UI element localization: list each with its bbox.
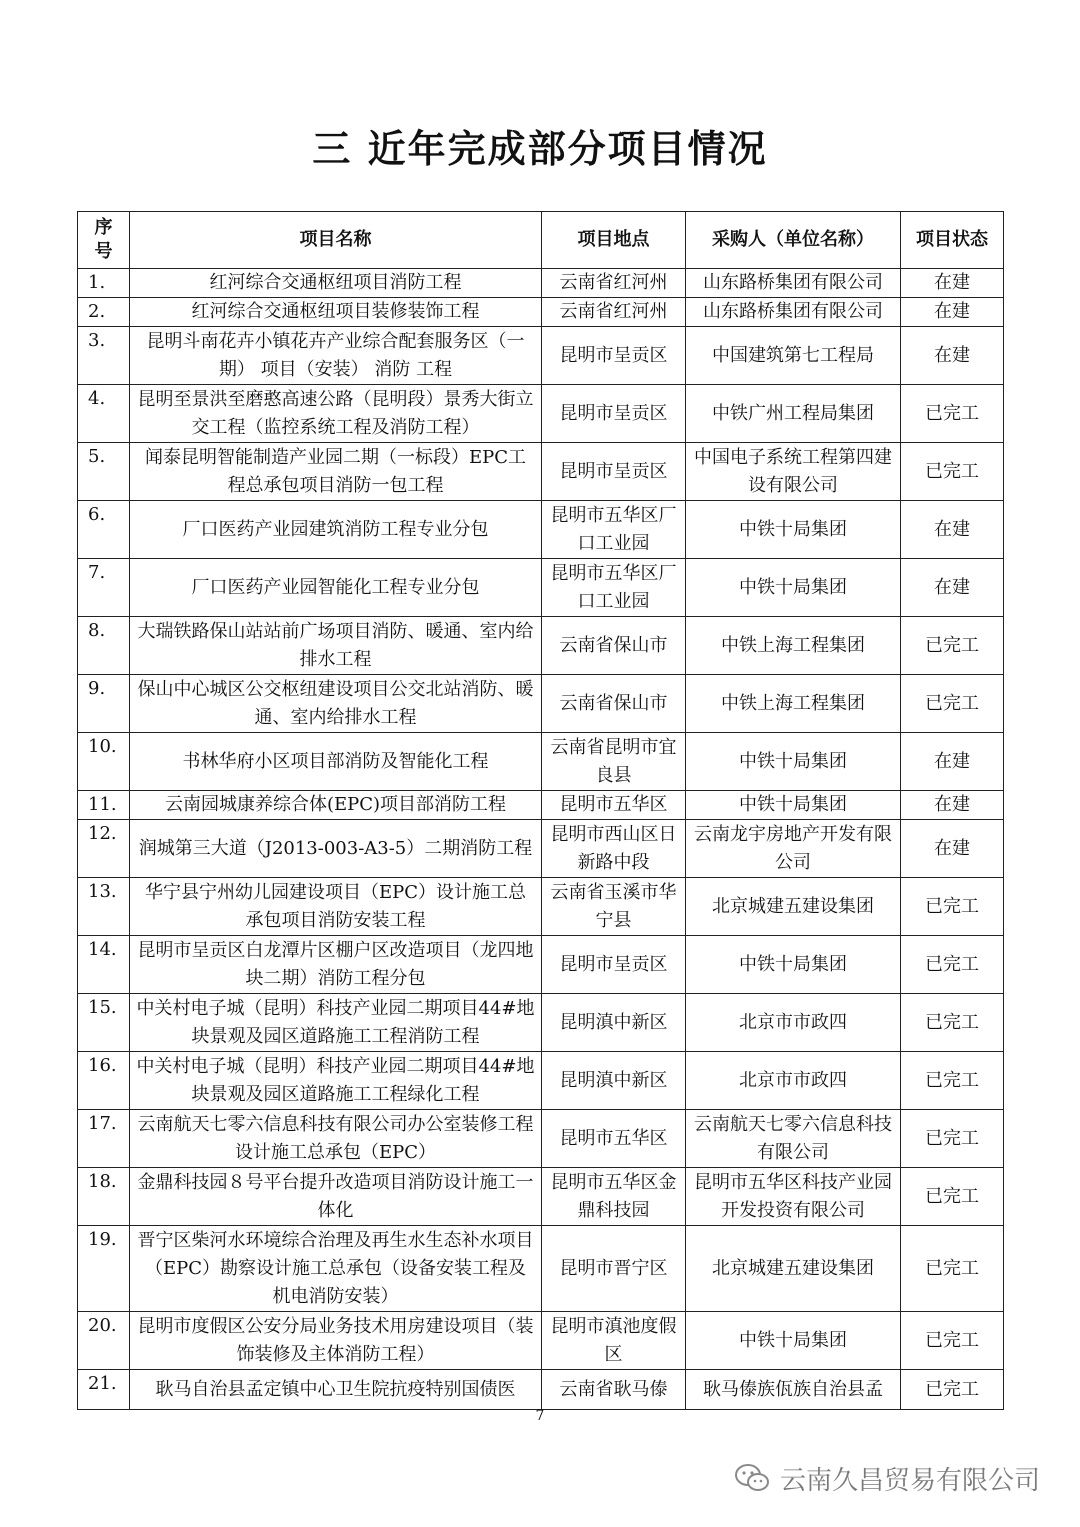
table-row [78, 501, 1004, 559]
cell-location: 昆明滇中新区 [542, 1052, 686, 1110]
cell-buyer: 中铁十局集团 [686, 501, 901, 559]
cell-project-name: 厂口医药产业园智能化工程专业分包 [130, 559, 542, 617]
cell-buyer: 中国电子系统工程第四建设有限公司 [686, 443, 901, 501]
cell-location: 云南省玉溪市华宁县 [542, 878, 686, 936]
cell-buyer: 中铁十局集团 [686, 1312, 901, 1370]
table-row [78, 1226, 1004, 1312]
cell-no: 15. [78, 994, 130, 1052]
cell-buyer: 中铁上海工程集团 [686, 675, 901, 733]
cell-project-name: 昆明市呈贡区白龙潭片区棚户区改造项目（龙四地块二期）消防工程分包 [130, 936, 542, 994]
cell-project-name: 红河综合交通枢纽项目消防工程 [130, 269, 542, 298]
watermark-text: 云南久昌贸易有限公司 [779, 1465, 1040, 1496]
cell-buyer: 北京市市政四 [686, 994, 901, 1052]
cell-buyer: 中铁十局集团 [686, 936, 901, 994]
cell-no: 7. [78, 559, 130, 617]
cell-buyer: 云南航天七零六信息科技有限公司 [686, 1110, 901, 1168]
cell-buyer: 耿马傣族佤族自治县孟 [686, 1370, 901, 1410]
header-buyer: 采购人（单位名称） [686, 212, 901, 269]
cell-no: 14. [78, 936, 130, 994]
cell-no: 1. [78, 269, 130, 298]
cell-no: 11. [78, 791, 130, 820]
table-row [78, 559, 1004, 617]
cell-location: 昆明市呈贡区 [542, 936, 686, 994]
cell-project-name: 中关村电子城（昆明）科技产业园二期项目44#地块景观及园区道路施工工程消防工程 [130, 994, 542, 1052]
header-status: 项目状态 [901, 212, 1004, 269]
cell-buyer: 云南龙宇房地产开发有限公司 [686, 820, 901, 878]
cell-status: 已完工 [901, 1312, 1004, 1370]
table-row [78, 1110, 1004, 1168]
cell-status: 已完工 [901, 1168, 1004, 1226]
table-row [78, 820, 1004, 878]
cell-project-name: 华宁县宁州幼儿园建设项目（EPC）设计施工总承包项目消防安装工程 [130, 878, 542, 936]
cell-project-name: 厂口医药产业园建筑消防工程专业分包 [130, 501, 542, 559]
cell-location: 昆明市呈贡区 [542, 327, 686, 385]
cell-status: 已完工 [901, 385, 1004, 443]
cell-location: 昆明市五华区厂口工业园 [542, 559, 686, 617]
cell-location: 昆明市五华区 [542, 791, 686, 820]
table-row [78, 1052, 1004, 1110]
table-row [78, 298, 1004, 327]
cell-no: 16. [78, 1052, 130, 1110]
table-row [78, 617, 1004, 675]
cell-status: 已完工 [901, 675, 1004, 733]
cell-project-name: 中关村电子城（昆明）科技产业园二期项目44#地块景观及园区道路施工工程绿化工程 [130, 1052, 542, 1110]
cell-project-name: 耿马自治县孟定镇中心卫生院抗疫特别国债医 [130, 1370, 542, 1410]
cell-status: 在建 [901, 559, 1004, 617]
cell-location: 昆明市五华区厂口工业园 [542, 501, 686, 559]
cell-buyer: 北京城建五建设集团 [686, 878, 901, 936]
cell-project-name: 保山中心城区公交枢纽建设项目公交北站消防、暖通、室内给排水工程 [130, 675, 542, 733]
cell-project-name: 闻泰昆明智能制造产业园二期（一标段）EPC工程总承包项目消防一包工程 [130, 443, 542, 501]
cell-location: 昆明滇中新区 [542, 994, 686, 1052]
cell-project-name: 晋宁区柴河水环境综合治理及再生水生态补水项目（EPC）勘察设计施工总承包（设备安装工程及机电消防安装） [130, 1226, 542, 1312]
table-row [78, 1168, 1004, 1226]
cell-buyer: 山东路桥集团有限公司 [686, 298, 901, 327]
cell-no: 17. [78, 1110, 130, 1168]
table-row [78, 443, 1004, 501]
table-row [78, 936, 1004, 994]
projects-table [77, 211, 1004, 1410]
cell-status: 在建 [901, 269, 1004, 298]
cell-status: 已完工 [901, 878, 1004, 936]
cell-no: 19. [78, 1226, 130, 1312]
cell-no: 4. [78, 385, 130, 443]
table-row [78, 994, 1004, 1052]
cell-project-name: 润城第三大道（J2013-003-A3-5）二期消防工程 [130, 820, 542, 878]
cell-status: 在建 [901, 820, 1004, 878]
cell-project-name: 红河综合交通枢纽项目装修装饰工程 [130, 298, 542, 327]
cell-buyer: 昆明市五华区科技产业园开发投资有限公司 [686, 1168, 901, 1226]
cell-no: 13. [78, 878, 130, 936]
cell-location: 昆明市五华区金鼎科技园 [542, 1168, 686, 1226]
watermark [734, 1458, 1040, 1498]
page-title: 三 近年完成部分项目情况 [312, 127, 768, 171]
header-location: 项目地点 [542, 212, 686, 269]
cell-project-name: 昆明斗南花卉小镇花卉产业综合配套服务区（一期） 项目（安装） 消防 工程 [130, 327, 542, 385]
cell-no: 10. [78, 733, 130, 791]
table-row [78, 675, 1004, 733]
cell-location: 昆明市呈贡区 [542, 385, 686, 443]
cell-location: 昆明市西山区日新路中段 [542, 820, 686, 878]
cell-buyer: 中铁十局集团 [686, 559, 901, 617]
cell-buyer: 山东路桥集团有限公司 [686, 269, 901, 298]
table-row [78, 791, 1004, 820]
cell-no: 18. [78, 1168, 130, 1226]
cell-status: 已完工 [901, 1110, 1004, 1168]
cell-no: 8. [78, 617, 130, 675]
cell-location: 昆明市呈贡区 [542, 443, 686, 501]
cell-status: 已完工 [901, 1052, 1004, 1110]
cell-no: 2. [78, 298, 130, 327]
cell-status: 在建 [901, 298, 1004, 327]
cell-project-name: 昆明市度假区公安分局业务技术用房建设项目（装饰装修及主体消防工程） [130, 1312, 542, 1370]
cell-location: 昆明市五华区 [542, 1110, 686, 1168]
cell-buyer: 中国建筑第七工程局 [686, 327, 901, 385]
cell-buyer: 北京市市政四 [686, 1052, 901, 1110]
cell-location: 云南省红河州 [542, 269, 686, 298]
table-row [78, 269, 1004, 298]
cell-status: 已完工 [901, 1370, 1004, 1410]
cell-status: 已完工 [901, 936, 1004, 994]
header-no: 序号 [78, 212, 130, 269]
cell-project-name: 金鼎科技园８号平台提升改造项目消防设计施工一体化 [130, 1168, 542, 1226]
table-row [78, 878, 1004, 936]
cell-location: 云南省保山市 [542, 617, 686, 675]
table-header-row [78, 212, 1004, 269]
cell-location: 云南省昆明市宜良县 [542, 733, 686, 791]
header-project-name: 项目名称 [130, 212, 542, 269]
cell-location: 昆明市晋宁区 [542, 1226, 686, 1312]
cell-buyer: 北京城建五建设集团 [686, 1226, 901, 1312]
cell-location: 云南省红河州 [542, 298, 686, 327]
cell-no: 12. [78, 820, 130, 878]
cell-buyer: 中铁广州工程局集团 [686, 385, 901, 443]
cell-status: 在建 [901, 327, 1004, 385]
table-body [78, 269, 1004, 1410]
cell-location: 云南省耿马傣 [542, 1370, 686, 1410]
cell-location: 昆明市滇池度假区 [542, 1312, 686, 1370]
cell-project-name: 书林华府小区项目部消防及智能化工程 [130, 733, 542, 791]
cell-location: 云南省保山市 [542, 675, 686, 733]
table-row [78, 1312, 1004, 1370]
cell-status: 已完工 [901, 1226, 1004, 1312]
cell-status: 在建 [901, 733, 1004, 791]
cell-status: 在建 [901, 791, 1004, 820]
cell-no: 3. [78, 327, 130, 385]
cell-project-name: 大瑞铁路保山站站前广场项目消防、暖通、室内给排水工程 [130, 617, 542, 675]
cell-status: 已完工 [901, 994, 1004, 1052]
table-row [78, 327, 1004, 385]
cell-buyer: 中铁十局集团 [686, 791, 901, 820]
cell-status: 在建 [901, 501, 1004, 559]
page-number: 7 [535, 1408, 545, 1424]
cell-no: 9. [78, 675, 130, 733]
cell-no: 21. [78, 1370, 130, 1410]
cell-buyer: 中铁上海工程集团 [686, 617, 901, 675]
cell-project-name: 云南航天七零六信息科技有限公司办公室装修工程设计施工总承包（EPC） [130, 1110, 542, 1168]
cell-buyer: 中铁十局集团 [686, 733, 901, 791]
cell-status: 已完工 [901, 443, 1004, 501]
table-row [78, 385, 1004, 443]
cell-no: 6. [78, 501, 130, 559]
cell-status: 已完工 [901, 617, 1004, 675]
cell-project-name: 昆明至景洪至磨憨高速公路（昆明段）景秀大街立交工程（监控系统工程及消防工程） [130, 385, 542, 443]
wechat-icon [734, 1463, 770, 1493]
cell-project-name: 云南园城康养综合体(EPC)项目部消防工程 [130, 791, 542, 820]
cell-no: 20. [78, 1312, 130, 1370]
table-row [78, 733, 1004, 791]
table-row [78, 1370, 1004, 1410]
cell-no: 5. [78, 443, 130, 501]
